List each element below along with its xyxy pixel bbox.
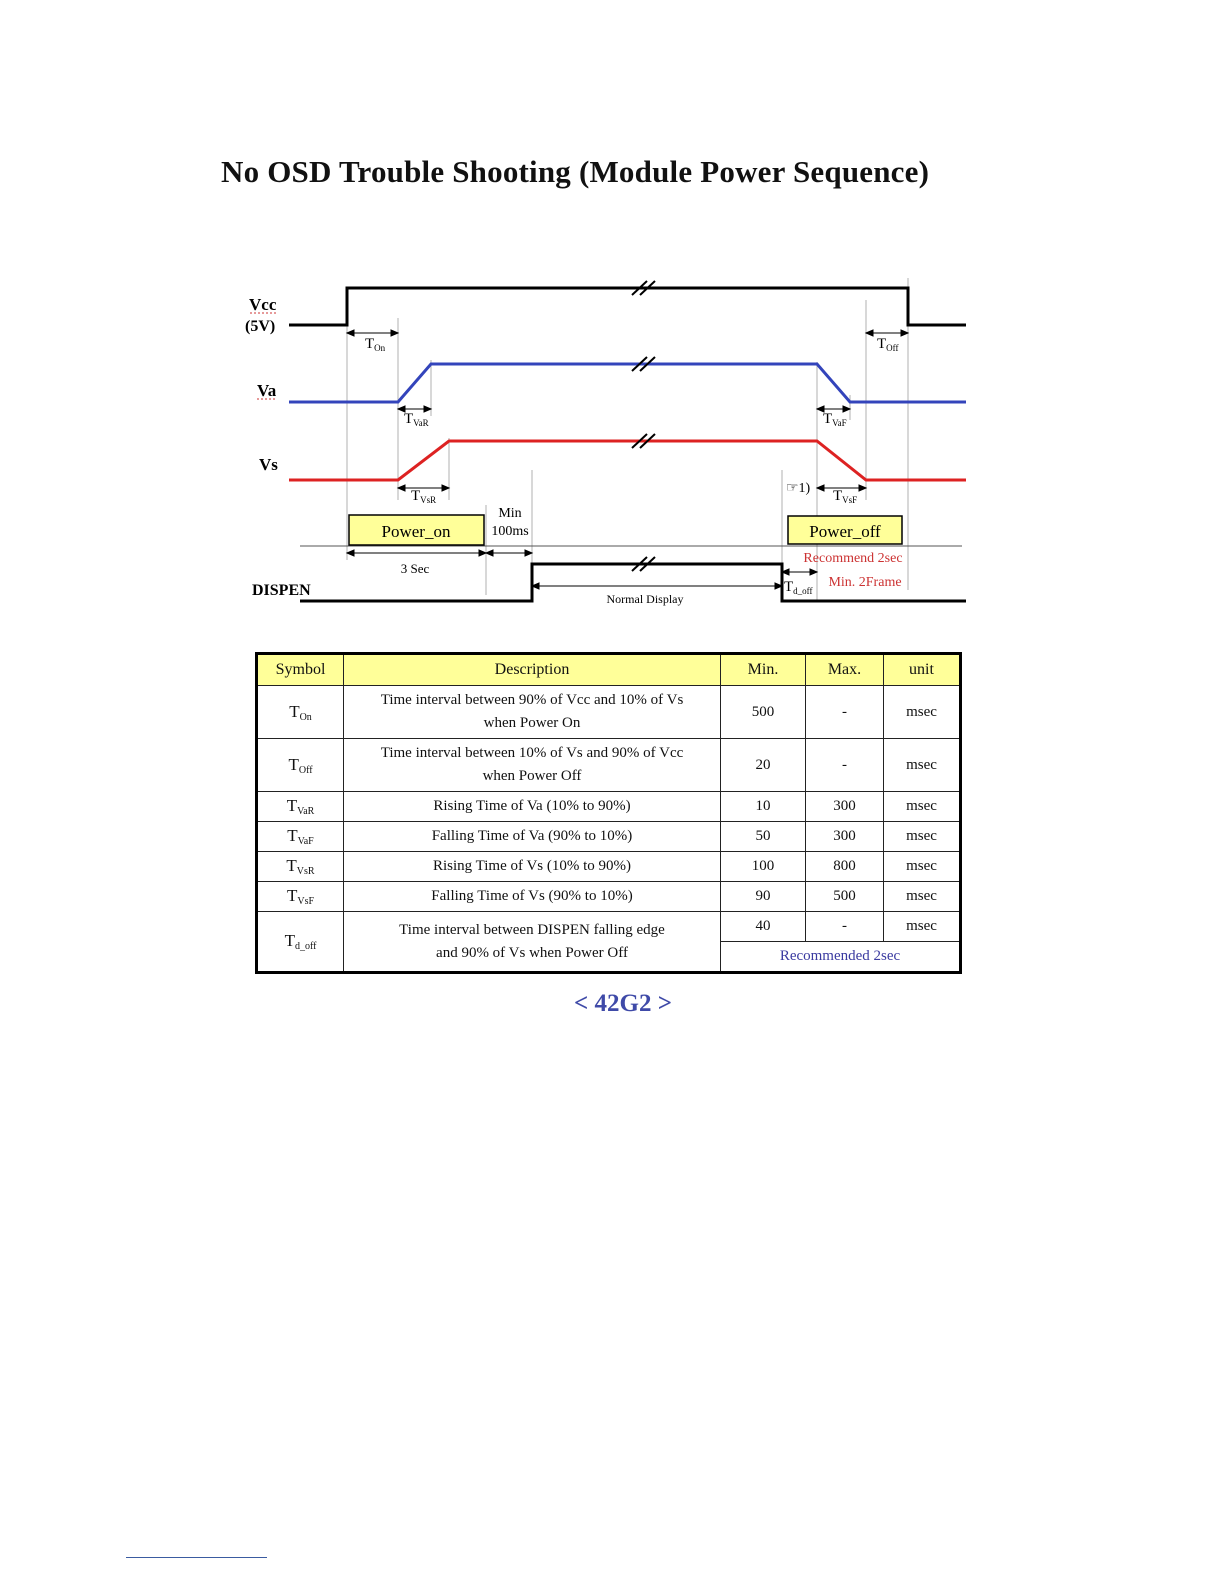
- symbol-cell: $T_{VsF}$: [257, 882, 344, 912]
- footer-rule: [126, 1557, 267, 1558]
- normal-display-label: Normal Display: [606, 592, 684, 606]
- header-max: Max.: [806, 654, 884, 686]
- break-marks: [632, 281, 655, 571]
- unit-cell: msec: [884, 852, 961, 882]
- unit-cell: msec: [884, 882, 961, 912]
- va-label: Va: [257, 381, 277, 400]
- description-cell: Time interval between 90% of Vcc and 10% of Vs when Power On: [344, 686, 721, 739]
- table-row: [257, 739, 961, 792]
- min-cell: 10: [721, 792, 806, 822]
- t-doff-label: $T_{d\_off}$: [784, 579, 813, 596]
- max-cell: 500: [806, 882, 884, 912]
- description-cell: Rising Time of Va (10% to 90%): [344, 792, 721, 822]
- table-row: [257, 686, 961, 739]
- description-cell: Time interval between DISPEN falling edge and 90% of Vs when Power Off: [344, 912, 721, 973]
- description-cell: Falling Time of Va (90% to 10%): [344, 822, 721, 852]
- table-row: [257, 792, 961, 822]
- min-label: Min: [498, 506, 522, 521]
- min-frame-note: Min. 2Frame: [828, 575, 902, 590]
- symbol-cell: $T_{VsR}$: [257, 852, 344, 882]
- vs-label: Vs: [259, 455, 278, 474]
- description-cell: Time interval between 10% of Vs and 90% of Vcc when Power Off: [344, 739, 721, 792]
- symbol-cell: $T_{On}$: [257, 686, 344, 739]
- min-cell: 20: [721, 739, 806, 792]
- t-vsf-label: $T_{VsF}$: [833, 488, 858, 505]
- t-vaf-label: $T_{VaF}$: [823, 411, 847, 428]
- max-cell: -: [806, 686, 884, 739]
- header-description: Description: [344, 654, 721, 686]
- t-var-label: $T_{VaR}$: [404, 411, 429, 428]
- dispen-label: DISPEN: [252, 582, 311, 599]
- va-waveform: [289, 364, 966, 402]
- min-cell: 40: [721, 912, 806, 942]
- max-cell: 300: [806, 822, 884, 852]
- spec-table: [255, 652, 962, 974]
- unit-cell: msec: [884, 792, 961, 822]
- three-sec-label: 3 Sec: [400, 561, 430, 576]
- symbol-cell: $T_{VaR}$: [257, 792, 344, 822]
- symbol-cell: $T_{d\_off}$: [257, 912, 344, 973]
- table-row: [257, 852, 961, 882]
- vcc-sub-label: (5V): [245, 318, 276, 335]
- vcc-waveform: [289, 288, 966, 325]
- unit-cell: msec: [884, 739, 961, 792]
- note-ref-icon: ☞1): [786, 481, 811, 496]
- table-row: [257, 912, 961, 942]
- vcc-label: Vcc: [249, 295, 277, 314]
- max-cell: 300: [806, 792, 884, 822]
- power-off-label: Power_off: [809, 522, 881, 541]
- min-cell: 500: [721, 686, 806, 739]
- table-header-row: [257, 654, 961, 686]
- max-cell: 800: [806, 852, 884, 882]
- t-vsr-label: $T_{VsR}$: [411, 488, 437, 505]
- header-min: Min.: [721, 654, 806, 686]
- description-cell: Falling Time of Vs (90% to 10%): [344, 882, 721, 912]
- min-value-label: 100ms: [491, 524, 529, 539]
- symbol-cell: $T_{Off}$: [257, 739, 344, 792]
- model-label: < 42G2 >: [574, 990, 672, 1017]
- header-symbol: Symbol: [257, 654, 344, 686]
- max-cell: -: [806, 912, 884, 942]
- table-row: [257, 822, 961, 852]
- power-on-label: Power_on: [381, 522, 451, 541]
- page-title: No OSD Trouble Shooting (Module Power Sequence): [221, 154, 930, 189]
- vs-waveform: [289, 441, 966, 480]
- min-cell: 90: [721, 882, 806, 912]
- description-cell: Rising Time of Vs (10% to 90%): [344, 852, 721, 882]
- recommended-note-cell: Recommended 2sec: [721, 942, 961, 973]
- symbol-cell: $T_{VaF}$: [257, 822, 344, 852]
- table-row: [257, 882, 961, 912]
- power-sequence-diagram: [0, 0, 1224, 640]
- unit-cell: msec: [884, 686, 961, 739]
- max-cell: -: [806, 739, 884, 792]
- t-off-label: $T_{Off}$: [877, 336, 899, 353]
- unit-cell: msec: [884, 912, 961, 942]
- unit-cell: msec: [884, 822, 961, 852]
- header-unit: unit: [884, 654, 961, 686]
- recommend-note: Recommend 2sec: [803, 551, 903, 566]
- t-on-label: $T_{On}$: [365, 336, 386, 353]
- min-cell: 50: [721, 822, 806, 852]
- min-cell: 100: [721, 852, 806, 882]
